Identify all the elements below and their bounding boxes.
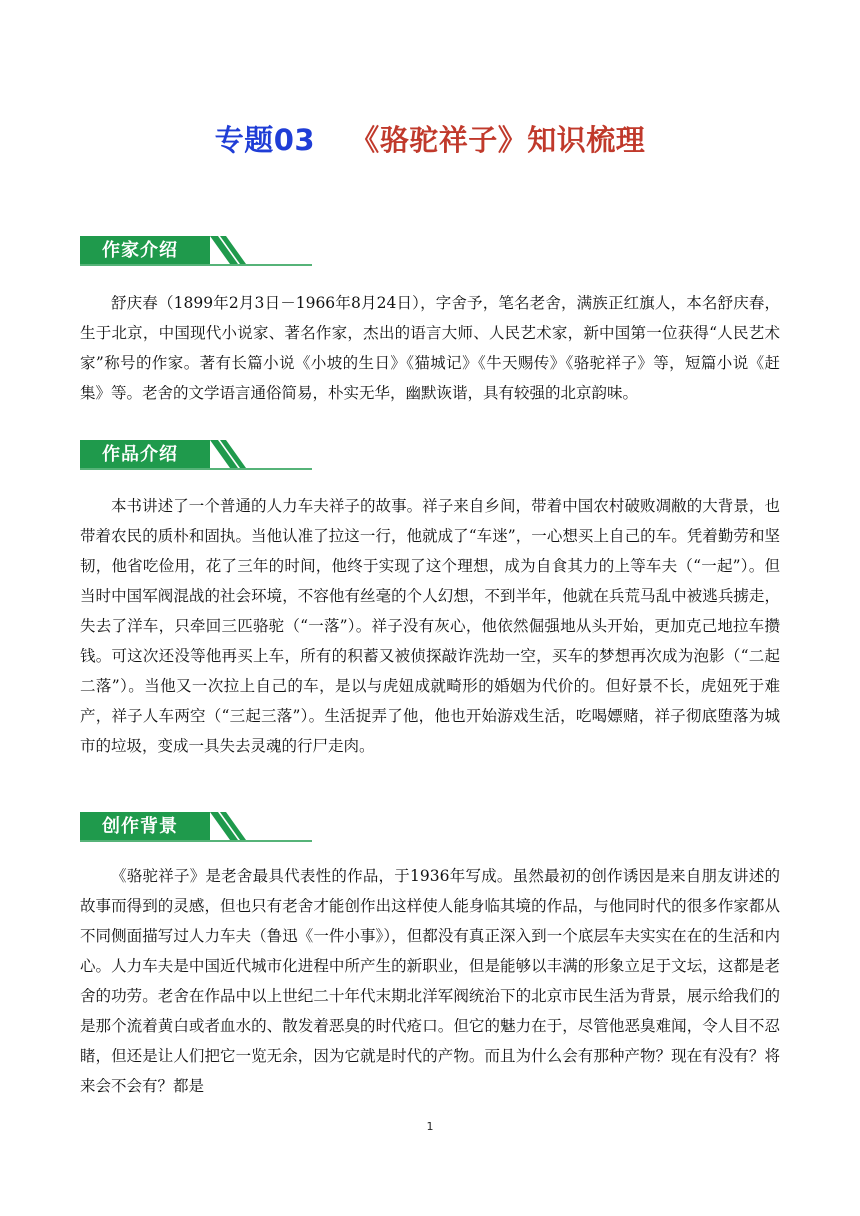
title-topic-number: 专题03 bbox=[214, 123, 316, 157]
section-author bbox=[80, 232, 780, 408]
section-background bbox=[80, 808, 780, 1101]
section-banner bbox=[80, 808, 312, 844]
section-banner bbox=[80, 436, 312, 472]
section-heading: 创作背景 bbox=[102, 816, 178, 837]
section-work bbox=[80, 436, 780, 761]
section-heading: 作品介绍 bbox=[102, 444, 178, 465]
title-book-name: 《骆驼祥子》知识梳理 bbox=[350, 123, 646, 157]
page-title bbox=[0, 118, 860, 159]
section-paragraph: 舒庆春（1899年2月3日－1966年8月24日），字舍予，笔名老舍，满族正红旗人，本名舒庆春，生于北京，中国现代小说家、著名作家，杰出的语言大师、人民艺术家，新中国第一位获得“人民艺术家”称号的作家。著有长篇小说《小坡的生日》《猫城记》《牛天赐传》《骆驼祥子》等，短篇小说《赶集》等。老舍的文学语言通俗简易，朴实无华，幽默诙谐，具有较强的北京韵味。 bbox=[80, 294, 780, 402]
section-banner bbox=[80, 232, 312, 268]
page-number: 1 bbox=[426, 1120, 434, 1133]
section-heading: 作家介绍 bbox=[102, 240, 178, 261]
section-paragraph: 《骆驼祥子》是老舍最具代表性的作品，于1936年写成。虽然最初的创作诱因是来自朋友讲述的故事而得到的灵感，但也只有老舍才能创作出这样使人能身临其境的作品，与他同时代的很多作家都从不同侧面描写过人力车夫（鲁迅《一件小事》），但都没有真正深入到一个底层车夫实实在在的生活和内心。人力车夫是中国近代城市化进程中所产生的新职业，但是能够以丰满的形象立足于文坛，这都是老舍的功劳。老舍在作品中以上世纪二十年代末期北洋军阀统治下的北京市民生活为背景，展示给我们的是那个流着黄白或者血水的、散发着恶臭的时代疮口。但它的魅力在于，尽管他恶臭难闻，令人目不忍睹，但还是让人们把它一览无余，因为它就是时代的产物。而且为什么会有那种产物？现在有没有？将来会不会有？都是 bbox=[80, 867, 780, 1095]
section-paragraph: 本书讲述了一个普通的人力车夫祥子的故事。祥子来自乡间，带着中国农村破败凋敝的大背景，也带着农民的质朴和固执。当他认准了拉这一行，他就成了“车迷”，一心想买上自己的车。凭着勤劳和坚韧，他省吃俭用，花了三年的时间，他终于实现了这个理想，成为自食其力的上等车夫（“一起”）。但当时中国军阀混战的社会环境，不容他有丝毫的个人幻想，不到半年，他就在兵荒马乱中被逃兵掳走，失去了洋车，只牵回三匹骆驼（“一落”）。祥子没有灰心，他依然倔强地从头开始，更加克己地拉车攒钱。可这次还没等他再买上车，所有的积蓄又被侦探敲诈洗劫一空，买车的梦想再次成为泡影（“二起二落”）。当他又一次拉上自己的车，是以与虎妞成就畸形的婚姻为代价的。但好景不长，虎妞死于难产，祥子人车两空（“三起三落”）。生活捉弄了他，他也开始游戏生活，吃喝嫖赌，祥子彻底堕落为城市的垃圾，变成一具失去灵魂的行尸走肉。 bbox=[80, 497, 780, 755]
